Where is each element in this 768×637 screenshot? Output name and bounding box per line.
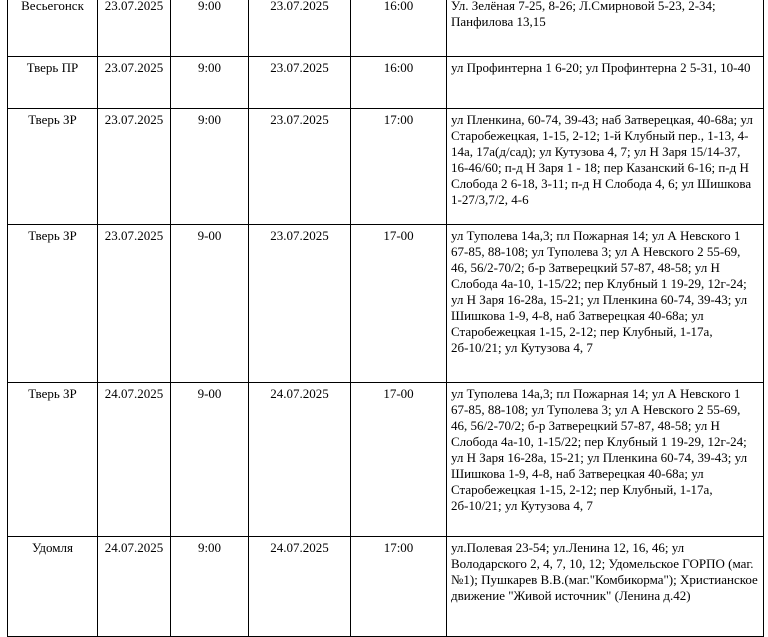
start-date-cell: 23.07.2025 — [98, 109, 171, 225]
end-date-cell: 24.07.2025 — [249, 383, 351, 537]
table-row — [8, 225, 764, 383]
start-time-cell: 9-00 — [171, 225, 249, 383]
district-cell: Удомля — [8, 537, 98, 637]
addresses-cell: ул Пленкина, 60-74, 39-43; наб Затверецкая, 40-68а; ул Старобежецкая, 1-15, 2-12; 1-й Клубный пер., 1-13, 4-14а, 17а(д/сад); ул Кутузова 4, 7; ул Н Заря 15/14-37, 16-46/60; п-д Н Заря 1 - 18; пер Казанский 6-16; п-д Н Слобода 2 6-18, 3-11; п-д Н Слобода 4, 6; ул Шишкова 1-27/3,7/2, 4-6 — [447, 109, 764, 225]
end-time-cell: 17-00 — [351, 225, 447, 383]
addresses-cell: ул Туполева 14а,3; пл Пожарная 14; ул А Невского 1 67-85, 88-108; ул Туполева 3; ул А Невского 2 55-69, 46, 56/2-70/2; б-р Затверецкий 57-87, 48-58; ул Н Слобода 4а-10, 1-15/22; пер Клубный 1 19-29, 12г-24; ул Н Заря 16-28а, 15-21; ул Пленкина 60-74, 39-43; ул Шишкова 1-9, 4-8, наб Затверецкая 40-68а; ул Старобежецкая 1-15, 2-12; пер Клубный, 1-17а, 2б-10/21; ул Кутузова 4, 7 — [447, 383, 764, 537]
table-row — [8, 383, 764, 537]
table-row — [8, 109, 764, 225]
end-date-cell: 23.07.2025 — [249, 57, 351, 109]
start-time-cell: 9:00 — [171, 0, 249, 57]
district-cell: Тверь ЗР — [8, 383, 98, 537]
start-time-cell: 9-00 — [171, 383, 249, 537]
start-time-cell: 9:00 — [171, 57, 249, 109]
district-cell: Весьегонск — [8, 0, 98, 57]
end-time-cell: 16:00 — [351, 57, 447, 109]
end-date-cell: 23.07.2025 — [249, 109, 351, 225]
start-date-cell: 24.07.2025 — [98, 537, 171, 637]
addresses-cell: ул.Полевая 23-54; ул.Ленина 12, 16, 46; ул Володарского 2, 4, 7, 10, 12; Удомельское ГОРПО (маг.№1); Пушкарев В.В.(маг."Комбикорма"); Христианское движение "Живой источник" (Ленина д.42) — [447, 537, 764, 637]
end-date-cell: 24.07.2025 — [249, 537, 351, 637]
addresses-cell: ул Профинтерна 1 6-20; ул Профинтерна 2 5-31, 10-40 — [447, 57, 764, 109]
addresses-cell: ул Туполева 14а,3; пл Пожарная 14; ул А Невского 1 67-85, 88-108; ул Туполева 3; ул А Невского 2 55-69, 46, 56/2-70/2; б-р Затверецкий 57-87, 48-58; ул Н Слобода 4а-10, 1-15/22; пер Клубный 1 19-29, 12г-24; ул Н Заря 16-28а, 15-21; ул Пленкина 60-74, 39-43; ул Шишкова 1-9, 4-8, наб Затверецкая 40-68а; ул Старобежецкая 1-15, 2-12; пер Клубный, 1-17а, 2б-10/21; ул Кутузова 4, 7 — [447, 225, 764, 383]
end-time-cell: 17-00 — [351, 383, 447, 537]
outage-schedule-table — [7, 0, 764, 637]
end-time-cell: 17:00 — [351, 109, 447, 225]
end-date-cell: 23.07.2025 — [249, 225, 351, 383]
start-date-cell: 23.07.2025 — [98, 57, 171, 109]
table-row — [8, 57, 764, 109]
table-row — [8, 0, 764, 57]
table-row — [8, 537, 764, 637]
end-date-cell: 23.07.2025 — [249, 0, 351, 57]
start-time-cell: 9:00 — [171, 109, 249, 225]
district-cell: Тверь ПР — [8, 57, 98, 109]
start-date-cell: 24.07.2025 — [98, 383, 171, 537]
end-time-cell: 17:00 — [351, 537, 447, 637]
start-date-cell: 23.07.2025 — [98, 225, 171, 383]
district-cell: Тверь ЗР — [8, 109, 98, 225]
start-date-cell: 23.07.2025 — [98, 0, 171, 57]
end-time-cell: 16:00 — [351, 0, 447, 57]
start-time-cell: 9:00 — [171, 537, 249, 637]
district-cell: Тверь ЗР — [8, 225, 98, 383]
addresses-cell: Ул. Зелёная 7-25, 8-26; Л.Смирновой 5-23, 2-34; Панфилова 13,15 — [447, 0, 764, 57]
